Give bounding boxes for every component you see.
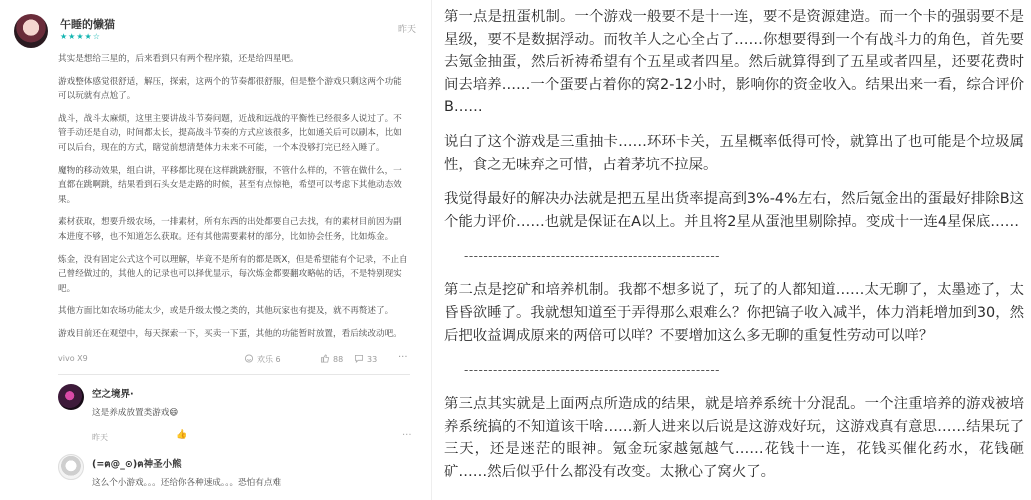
review-paragraph: 素材获取，想要升级农场，一排素材，所有东西的出处都要自己去找，有的素材目前因为副本进度不够，也不知道怎么获取。还有其他需要素材的部分，比如协会任务，比如炼金。 [58,217,402,242]
thumbs-up-icon [320,354,330,363]
review-panel [0,0,432,500]
article-paragraph: 第一点是扭蛋机制。一个游戏一般要不是十一连，要不是资源建造。而一个卡的强弱要不是星级，要不是数据浮动。而牧羊人之心全占了……你想要得到一个有战斗力的角色，首先要去氪金抽蛋，然后祈祷希望有个五星或者四星。然后就算得到了五星或者四星，还要花费时间去培养……一个蛋要占着你的窝2-12小时，影响你的资金收入。结果出来一看，综合评价B…… [444,9,1024,116]
section-separator: ----------------------------------------------------- [464,249,720,264]
reply-like-button[interactable]: 👍 [176,430,188,440]
reply-date: 昨天 [92,433,108,442]
reply-item [56,382,416,444]
review-date: 昨天 [397,25,416,35]
reply-avatar[interactable] [58,454,84,480]
review-paragraph: 炼金，没有固定公式这个可以理解，毕竟不是所有的都是既X，但是希望能有个记录，不止自己曾经做过的，其他人的记录也可以择优显示，每次炼金都要翻攻略帖的话，不是特别现实吧。 [58,254,408,294]
funny-button[interactable] [244,354,281,365]
reply-avatar[interactable] [58,384,84,410]
review-paragraph: 其他方面比如农场功能太少，或是升级太慢之类的，其他玩家也有提及，就不再赘述了。 [58,306,394,317]
review-meta-row [58,352,410,366]
review-header [10,10,420,50]
funny-count: 欢乐 6 [257,355,281,364]
author-name[interactable]: 午睡的懒猫 [60,18,115,31]
review-paragraph: 其实是想给三星的，后来看到只有两个程序猿，还是给四星吧。 [58,54,299,64]
rating-stars: ★★★★☆ [60,32,101,41]
article-paragraph: 第二点是挖矿和培养机制。我都不想多说了，玩了的人都知道……太无聊了，太墨迹了，太昏昏欲睡了。我就想知道至于弄得那么艰难么？你把镐子收入减半，体力消耗增加到30，然后把收益调成原来的两倍可以咩？不要增加这么多无聊的重复性劳动可以咩？ [444,282,1024,344]
reply-text: 这么个小游戏。。。还给你各种速成。。。恐怕有点难 [92,478,282,488]
reply-text: 这是养成放置类游戏😄 [92,408,179,418]
author-avatar[interactable] [14,14,48,48]
reply-more-button[interactable]: ··· [402,430,412,441]
reply-author[interactable]: (=ฅ@_⊙)ฅ神圣小熊 [92,459,182,470]
comment-icon [354,354,364,363]
smile-icon [244,354,254,363]
device-label: vivo X9 [58,354,88,363]
review-body [58,52,410,350]
divider [58,374,410,375]
review-paragraph: 游戏整体感觉很舒适，解压，探索，这两个的节奏都很舒服，但是整个游戏只剩这两个功能可以玩就有点尬了。 [58,76,402,102]
comment-count: 33 [367,355,378,364]
review-paragraph: 游戏目前还在观望中，每天探索一下，买卖一下蛋，其他的功能暂时放置，看后续改动吧。 [58,328,402,339]
like-button[interactable] [320,354,343,364]
comment-button[interactable] [354,354,377,364]
article-paragraph: 说白了这个游戏是三重抽卡……环环卡关，五星概率低得可怜，就算出了也可能是个垃圾属性，食之无味弃之可惜，占着茅坑不拉屎。 [444,133,1024,173]
article-paragraph: 第三点其实就是上面两点所造成的结果，就是培养系统十分混乱。一个注重培养的游戏被培养系统搞的不知道该干啥……新人进来以后说是这游戏好玩，这游戏真有意思……结果玩了三天，还是迷茫的眼神。氪金玩家越氪越气……花钱十一连，花钱买催化药水，花钱砸矿……然后似乎什么都没有改变。太揪心了窝火了。 [444,396,1024,480]
article-paragraph: 我觉得最好的解决办法就是把五星出货率提高到3%-4%左右，然后氪金出的蛋最好排除B这个能力评价……也就是保证在A以上。并且将2星从蛋池里剔除掉。变成十一连4星保底…… [444,191,1024,230]
article [444,6,1024,496]
review-paragraph: 战斗，战斗太麻烦，这里主要讲战斗节奏问题，近战和远战的平衡性已经很多人说过了。不管手动还是自动，时间都太长，提高战斗节奏的方式应该很多，比如通关后可以刷本，比如可以后台，现在的方式，瞎觉前想清楚体力未来不可能，一个本没够打完已经入睡了。 [58,113,402,153]
reply-item [56,452,416,500]
like-count: 88 [333,355,344,364]
review-paragraph: 魔物的移动效果，组白讲，平移都比现在这样跳跳舒服，不管什么样的，不管在做什么，一直都在跳啊跳，结果看到石头女是走路的时候，甚至有点惊艳，希望可以考虑下其他动态效果。 [58,165,402,205]
reply-author[interactable]: 空之境界· [92,389,134,400]
section-separator: ----------------------------------------------------- [464,363,720,378]
more-options-button[interactable]: ··· [398,352,408,363]
